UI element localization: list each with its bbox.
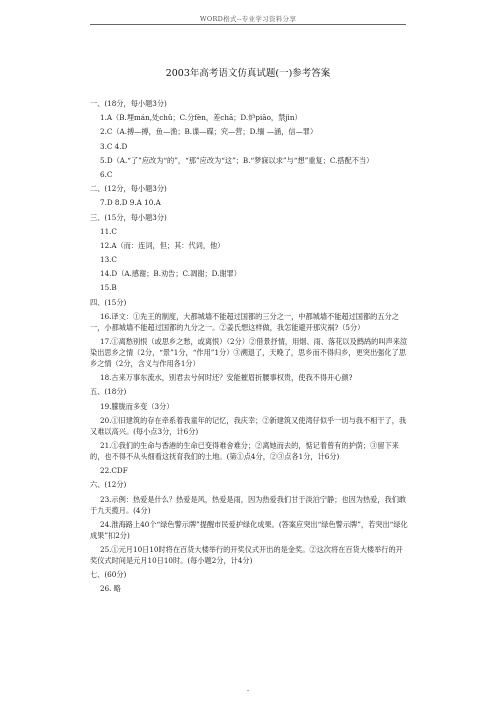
answer-item: 7.D 8.D 9.A 10.A [100,198,161,208]
running-header: WORD格式--专业学习资料分享 [199,15,297,23]
answer-item: 6.C [100,169,113,179]
page-title: 2003年高考语文仿真试题(一)参考答案 [165,68,331,79]
answer-item: 22.CDF [100,466,128,476]
answer-item: 2.C（A.搏—搏，鱼—渔；B.谍—碟；究—营；D.缅 —涵，信—罪） [100,127,318,137]
answer-item: 23.示例：热爱是什么？热爱是风，热爱是雨，因为热爱我们甘于淡泊宁静；也因为热爱，我们敢于九天揽月。(4分) [90,494,407,515]
answer-content [90,98,408,597]
answer-item: 5.D（A.“了”应改为“的”，“那”应改为“这”；B.“梦寐以求”与“想”重复；C.搭配不当） [100,155,374,165]
section-heading: 四、(15分) [90,297,127,307]
section-heading: 二、(12分，每小题3分) [90,184,167,194]
section-heading: 五、(18分) [90,387,127,397]
answer-item: 14.D（A.感谢；B.劝告；C.凋谢；D.谢罪） [100,269,241,279]
answer-item: 13.C [100,255,117,265]
answer-item: 24.淮海路上40个“绿色警示牌”提醒市民爱护绿化成果。(答案应突出“绿色警示牌”，若突出“绿化成果”扣2分) [90,519,408,540]
answer-item: 18.古来万事东流水，别君去兮何时还？安能摧眉折腰事权贵，使我不得开心颜? [100,373,353,383]
answer-item: 15.B [100,283,117,293]
answer-item: 12.A（而：连词，但；其：代词，他） [100,240,225,250]
answer-item: 3.C 4.D [100,141,128,151]
page-number-mark: - [246,687,250,695]
answer-item: 11.C [100,226,117,236]
section-heading: 七、(60分) [90,570,127,580]
header-divider [90,24,406,25]
section-heading: 一、(18分，每小题3分) [90,99,167,108]
answer-item: 26. 略 [100,584,121,594]
answer-item: 17.①离愁别恨（或思乡之愁，或离恨）（2分）②借景抒情，用烟、雨、落花以及鹧鸪的叫声来渲染出思乡之情（2分，“景”1分，“作用”1分）③溯退了，天晚了，思乡而不得归乡，更突出强化了思乡之情（2分，含义与作用各1分） [90,337,408,368]
answer-item: 20.①旧建筑的存在牵系着我童年的记忆，我庆幸；②新建筑又使湾仔似乎一切与我不相干了，我又难以高兴。(每小点3分，计6分) [90,415,407,436]
section-heading: 三、(15分，每小题3分) [90,212,167,222]
answer-item: 1.A（B.埋mán,处chǔ；C.分fèn，差chā；D.炉piāo，禁jìn） [100,113,302,123]
section-heading: 六、(12分) [90,480,127,490]
answer-item: 25.①元月10日10时将在百货大楼举行的开奖仪式开出的是金奖。②这次将在百货大楼举行的开奖仪式时间是元月10日10时。(每小题2分，计4分) [90,544,403,565]
answer-item: 16.译文：①先王的制度，大都城墙不能超过国都的三分之一，中都城墙不能超过国都的五分之一，小都城墙不能超过国都的九分之一。②姜氏想这样做，我怎能避开那灾祸?（5分） [90,311,399,332]
answer-item: 19.朦胧而多变（3分） [100,401,174,411]
answer-item: 21.①我们的生命与香港的生命已变得难舍难分；②离她而去的，惦记着曾有的护荫；③留下来的，也不得不从头细看这抚育我们的土地。(第①点4分，②③点各1分，计6分) [90,440,399,461]
